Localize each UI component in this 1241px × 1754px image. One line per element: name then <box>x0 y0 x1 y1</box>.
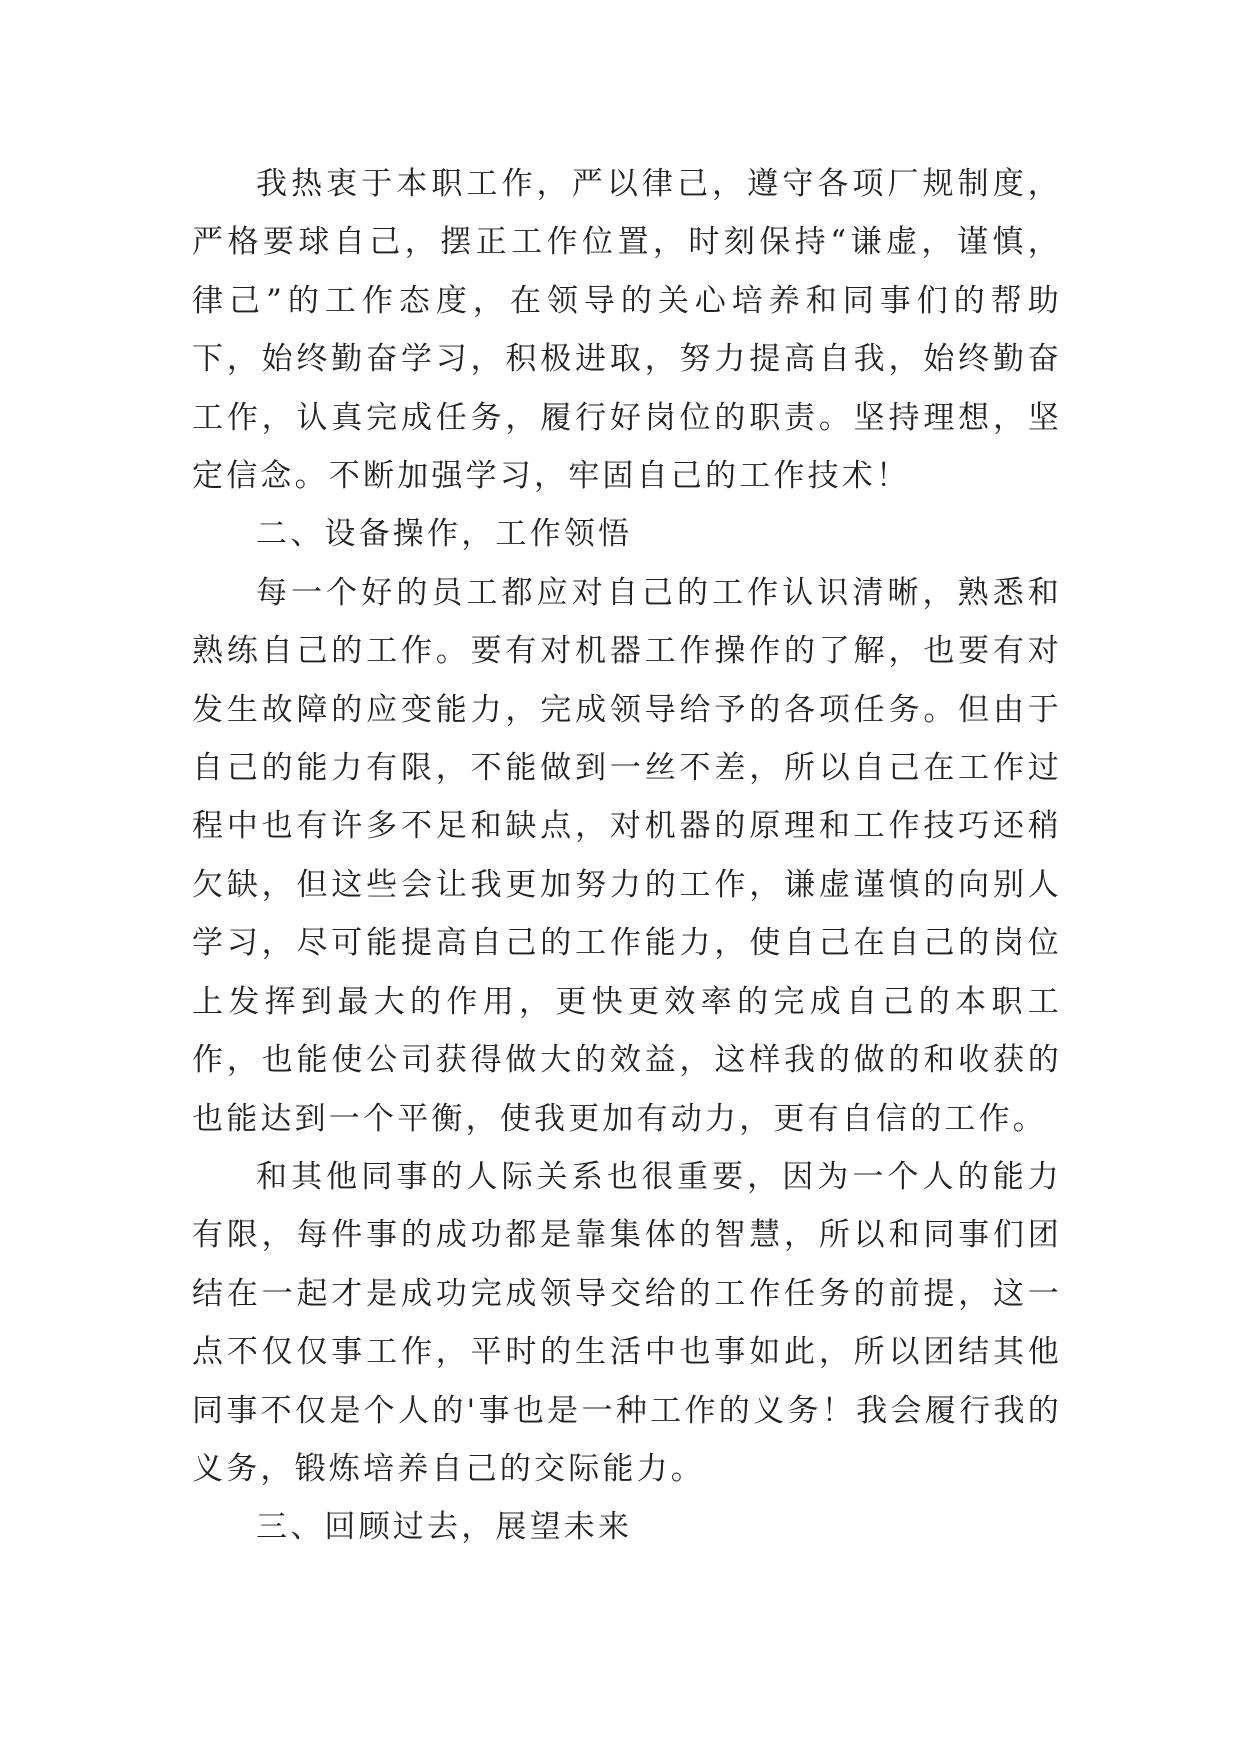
paragraph-interpersonal-relations: 和其他同事的人际关系也很重要，因为一个人的能力有限，每件事的成功都是靠集体的智慧，所以和同事们团结在一起才是成功完成领导交给的工作任务的前提，这一点不仅仅事工作，平时的生活中也事如此，所以团结其他同事不仅是个人的'事也是一种工作的义务！我会履行我的义务，锻炼培养自己的交际能力。 <box>192 1158 1062 1487</box>
document-body <box>192 155 1062 1557</box>
paragraph-work-attitude: 我热衷于本职工作，严以律己，遵守各项厂规制度，严格要球自己，摆正工作位置，时刻保持“谦虚，谨慎，律己”的工作态度，在领导的关心培养和同事们的帮助下，始终勤奋学习，积极进取，努力提高自我，始终勤奋工作，认真完成任务，履行好岗位的职责。坚持理想，坚定信念。不断加强学习，牢固自己的工作技术！ <box>192 166 1062 495</box>
section-heading-equipment-operation: 二、设备操作，工作领悟 <box>256 516 633 553</box>
paragraph-job-understanding: 每一个好的员工都应对自己的工作认识清晰，熟悉和熟练自己的工作。要有对机器工作操作的了解，也要有对发生故障的应变能力，完成领导给予的各项任务。但由于自己的能力有限，不能做到一丝不差，所以自己在工作过程中也有许多不足和缺点，对机器的原理和工作技巧还稍欠缺，但这些会让我更加努力的工作，谦虚谨慎的向别人学习，尽可能提高自己的工作能力，使自己在自己的岗位上发挥到最大的作用，更快更效率的完成自己的本职工作，也能使公司获得做大的效益，这样我的做的和收获的也能达到一个平衡，使我更加有动力，更有自信的工作。 <box>192 574 1062 1137</box>
section-heading-review-and-outlook: 三、回顾过去，展望未来 <box>256 1509 633 1546</box>
